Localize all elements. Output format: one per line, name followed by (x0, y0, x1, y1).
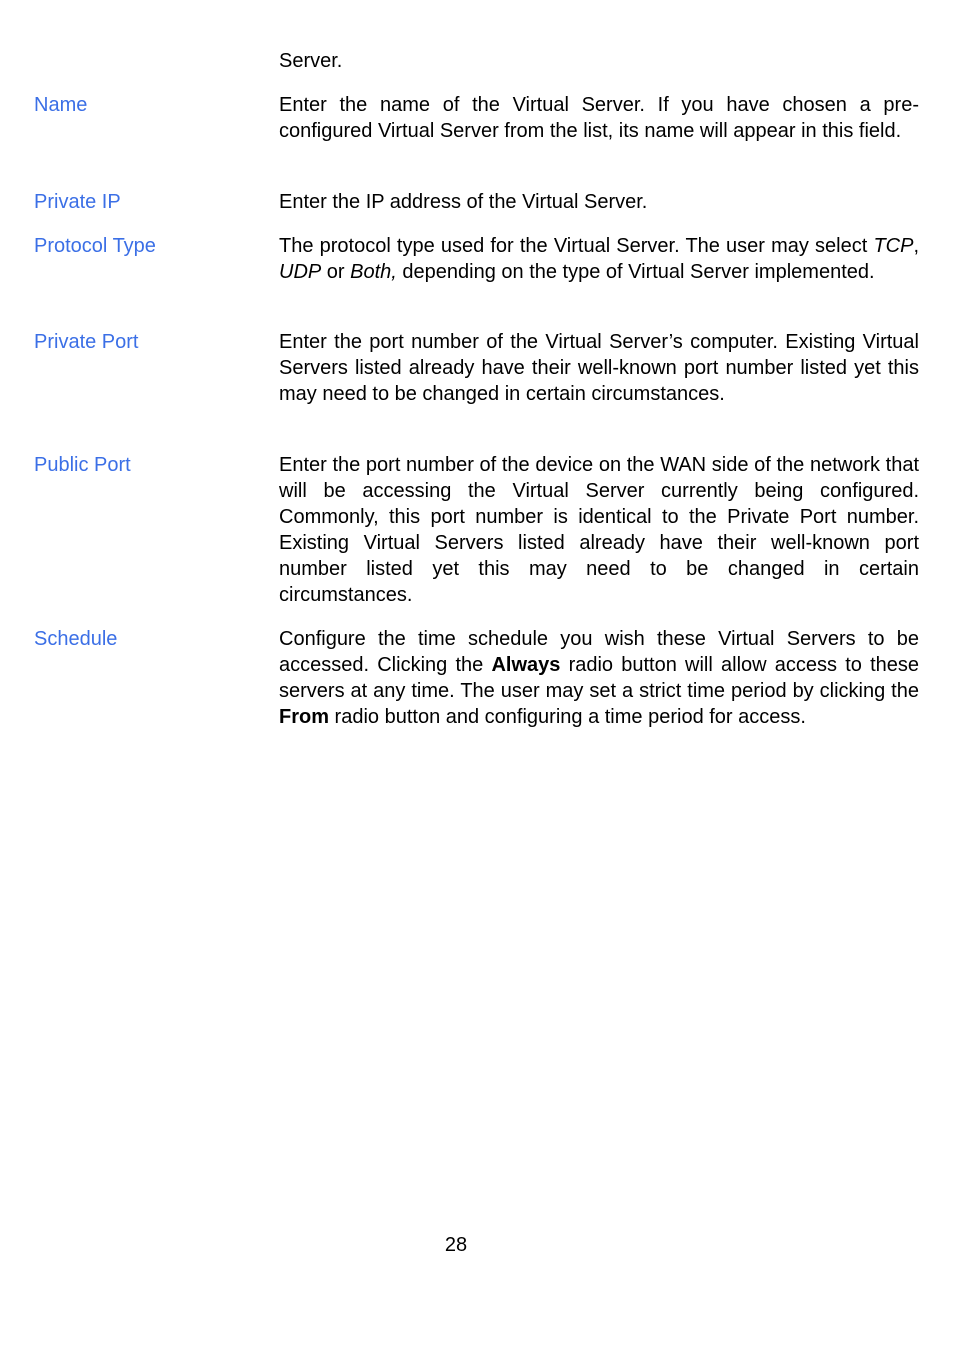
desc-text: Configure the time schedule you wish these Virtual Servers to be accessed. Clicking the (279, 628, 919, 676)
protocol-udp: UDP (279, 261, 322, 283)
protocol-both: Both, (350, 261, 397, 283)
always-keyword: Always (491, 654, 561, 676)
term-protocol-type: Protocol Type (34, 235, 156, 257)
from-keyword: From (279, 706, 329, 728)
description-private-port: Enter the port number of the Virtual Server’s computer. Existing Virtual Servers listed already have their well-known port number listed yet this may need to be changed in certain circumstances. (279, 331, 919, 405)
desc-text: radio button will allow access to these servers at any time. The user may set a strict time period by clicking the (279, 654, 919, 702)
desc-text: , (913, 235, 919, 257)
description-protocol-type (279, 233, 919, 285)
desc-text: The protocol type used for the Virtual Server. The user may select (279, 235, 874, 257)
term-private-ip: Private IP (34, 191, 121, 213)
description-schedule (279, 626, 919, 730)
term-public-port: Public Port (34, 454, 131, 476)
desc-text: radio button and configuring a time period for access. (329, 706, 806, 728)
description-public-port: Enter the port number of the device on the WAN side of the network that will be accessing the Virtual Server currently being configured. Commonly, this port number is identical to the Private Port number. Existing Virtual Servers listed already have their well-known port number listed yet this may need to be changed in certain circumstances. (279, 454, 919, 606)
term-name: Name (34, 94, 88, 116)
page-number: 28 (444, 1234, 468, 1256)
term-schedule: Schedule (34, 628, 118, 650)
description-name: Enter the name of the Virtual Server. If you have chosen a pre-configured Virtual Server from the list, its name will appear in this field. (279, 94, 919, 142)
continuation-text: Server. (279, 50, 343, 72)
term-private-port: Private Port (34, 331, 139, 353)
desc-text: or (321, 261, 351, 283)
description-private-ip: Enter the IP address of the Virtual Server. (279, 191, 648, 213)
protocol-tcp: TCP (873, 235, 914, 257)
desc-text: depending on the type of Virtual Server implemented. (396, 261, 875, 283)
